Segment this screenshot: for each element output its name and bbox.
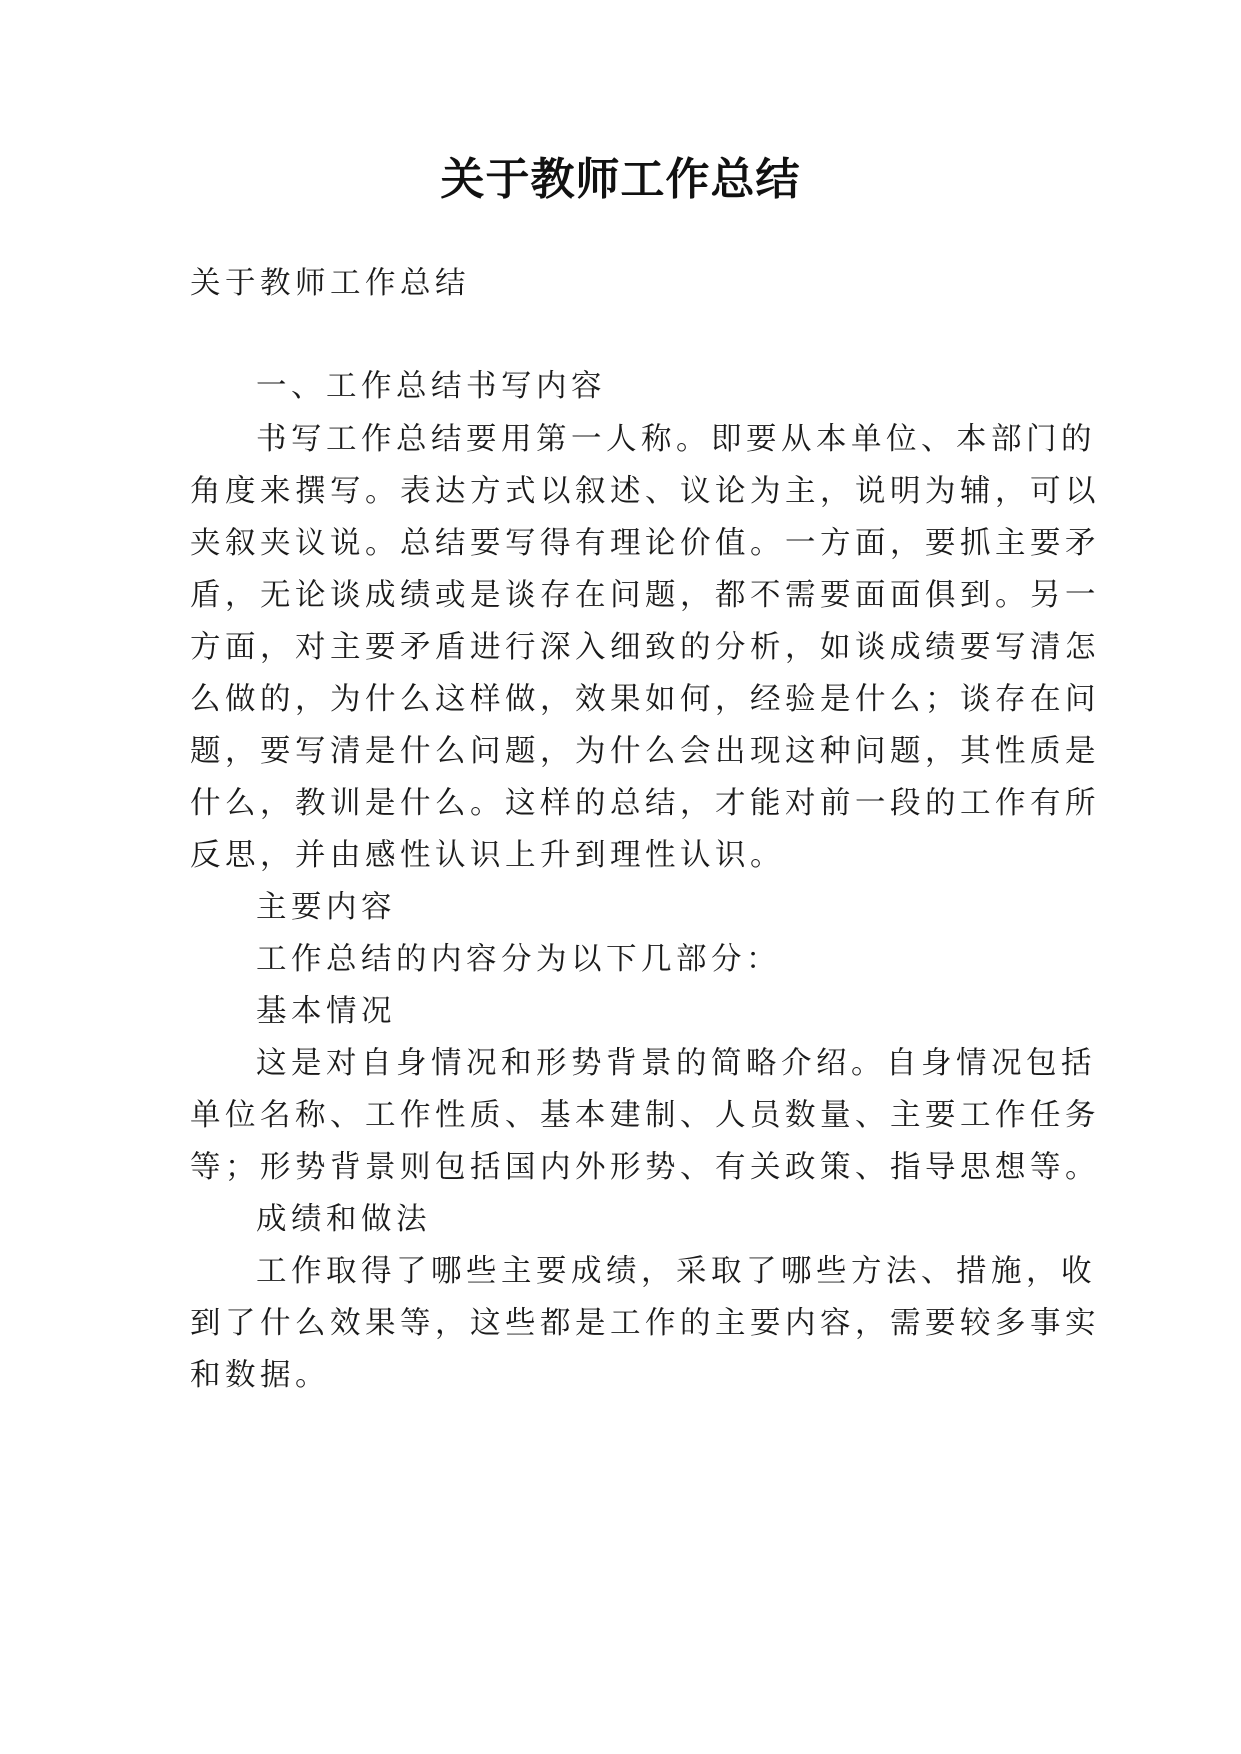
paragraph-line: 盾，无论谈成绩或是谈存在问题，都不需要面面俱到。另一 <box>190 578 1100 613</box>
main-content-heading: 主要内容 <box>256 890 396 925</box>
paragraph-line: 单位名称、工作性质、基本建制、人员数量、主要工作任务 <box>190 1098 1100 1133</box>
paragraph-line: 方面，对主要矛盾进行深入细致的分析，如谈成绩要写清怎 <box>190 630 1100 665</box>
paragraph-line: 什么，教训是什么。这样的总结，才能对前一段的工作有所 <box>190 786 1100 821</box>
paragraph-line: 题，要写清是什么问题，为什么会出现这种问题，其性质是 <box>190 734 1100 769</box>
paragraph-line: 到了什么效果等，这些都是工作的主要内容，需要较多事实 <box>190 1306 1100 1341</box>
paragraph-line: 书写工作总结要用第一人称。即要从本单位、本部门的 <box>256 422 1096 457</box>
main-content-text: 工作总结的内容分为以下几部分： <box>256 942 781 977</box>
paragraph-line: 等；形势背景则包括国内外形势、有关政策、指导思想等。 <box>190 1150 1100 1185</box>
paragraph-line: 角度来撰写。表达方式以叙述、议论为主，说明为辅，可以 <box>190 474 1100 509</box>
basic-heading: 基本情况 <box>256 994 396 1029</box>
paragraph-line: 反思，并由感性认识上升到理性认识。 <box>190 838 785 873</box>
paragraph-line: 和数据。 <box>190 1358 330 1393</box>
document-title: 关于教师工作总结 <box>440 154 801 205</box>
paragraph-line: 么做的，为什么这样做，效果如何，经验是什么；谈存在问 <box>190 682 1100 717</box>
paragraph-line: 这是对自身情况和形势背景的简略介绍。自身情况包括 <box>256 1046 1096 1081</box>
paragraph-line: 夹叙夹议说。总结要写得有理论价值。一方面，要抓主要矛 <box>190 526 1100 561</box>
section-heading: 一、工作总结书写内容 <box>256 369 606 404</box>
achievements-heading: 成绩和做法 <box>256 1202 431 1237</box>
paragraph-line: 工作取得了哪些主要成绩，采取了哪些方法、措施，收 <box>256 1254 1096 1289</box>
document-subtitle: 关于教师工作总结 <box>190 266 470 301</box>
